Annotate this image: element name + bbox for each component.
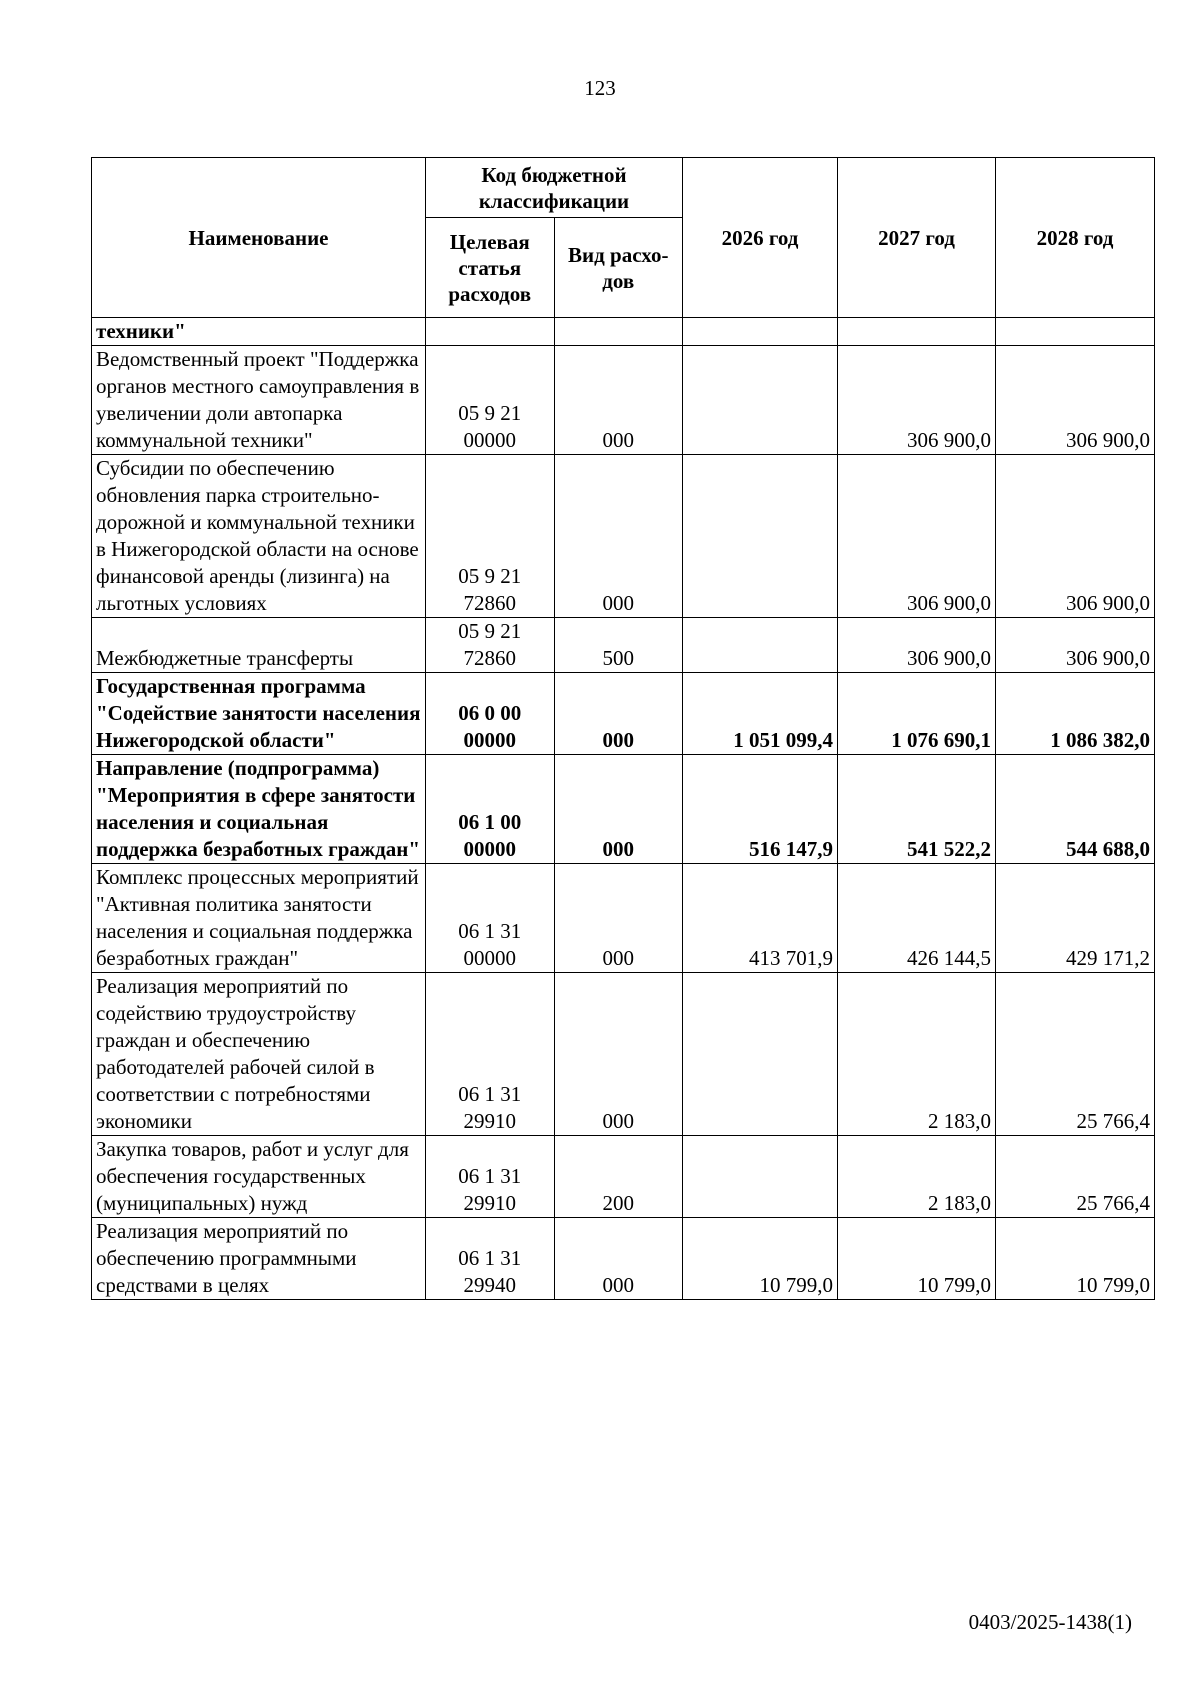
cell-target-article: 06 0 00 00000 <box>426 673 555 755</box>
header-2028: 2028 год <box>996 158 1155 318</box>
cell-name: Реализация мероприятий по обеспечению программными средствами в целях <box>92 1218 426 1300</box>
cell-2026 <box>683 318 838 346</box>
table-row <box>92 318 1155 346</box>
cell-2027: 2 183,0 <box>838 1136 996 1218</box>
cell-expense-type: 000 <box>554 455 683 618</box>
cell-expense-type: 000 <box>554 973 683 1136</box>
header-code-group: Код бюджетной классификации <box>426 158 683 218</box>
cell-2026 <box>683 618 838 673</box>
cell-2028: 429 171,2 <box>996 864 1155 973</box>
cell-2026: 10 799,0 <box>683 1218 838 1300</box>
table-row <box>92 455 1155 618</box>
table-row <box>92 973 1155 1136</box>
cell-2026 <box>683 1136 838 1218</box>
header-2027: 2027 год <box>838 158 996 318</box>
cell-2026 <box>683 346 838 455</box>
cell-2028: 544 688,0 <box>996 755 1155 864</box>
cell-expense-type: 000 <box>554 864 683 973</box>
cell-target-article: 05 9 21 72860 <box>426 618 555 673</box>
cell-2028: 25 766,4 <box>996 973 1155 1136</box>
cell-2028: 25 766,4 <box>996 1136 1155 1218</box>
cell-target-article: 06 1 31 29910 <box>426 1136 555 1218</box>
table-row <box>92 673 1155 755</box>
cell-2026 <box>683 973 838 1136</box>
cell-expense-type: 200 <box>554 1136 683 1218</box>
cell-2027: 306 900,0 <box>838 455 996 618</box>
document-code: 0403/2025-1438(1) <box>968 1610 1132 1634</box>
cell-2028: 1 086 382,0 <box>996 673 1155 755</box>
cell-2027: 306 900,0 <box>838 346 996 455</box>
budget-table <box>91 157 1155 1300</box>
cell-target-article: 06 1 00 00000 <box>426 755 555 864</box>
table-row <box>92 1218 1155 1300</box>
cell-expense-type: 000 <box>554 755 683 864</box>
table-row <box>92 1136 1155 1218</box>
table-row <box>92 864 1155 973</box>
cell-target-article: 05 9 21 00000 <box>426 346 555 455</box>
cell-2027: 2 183,0 <box>838 973 996 1136</box>
cell-name: техники" <box>92 318 426 346</box>
header-expense-type: Вид расхо-дов <box>554 218 683 318</box>
header-target-article: Целевая статья расходов <box>426 218 555 318</box>
table-row <box>92 618 1155 673</box>
cell-2027: 1 076 690,1 <box>838 673 996 755</box>
cell-name: Комплекс процессных мероприятий "Активная политика занятости населения и социальная поддержка безработных граждан" <box>92 864 426 973</box>
page-number: 123 <box>584 76 616 100</box>
cell-2028: 306 900,0 <box>996 455 1155 618</box>
cell-expense-type: 000 <box>554 673 683 755</box>
header-2026: 2026 год <box>683 158 838 318</box>
table-body <box>92 318 1155 1300</box>
cell-expense-type <box>554 318 683 346</box>
cell-2028: 306 900,0 <box>996 618 1155 673</box>
cell-target-article: 06 1 31 29910 <box>426 973 555 1136</box>
table-header <box>92 158 1155 318</box>
cell-2026: 1 051 099,4 <box>683 673 838 755</box>
cell-expense-type: 000 <box>554 346 683 455</box>
cell-target-article: 06 1 31 00000 <box>426 864 555 973</box>
cell-name: Реализация мероприятий по содействию трудоустройству граждан и обеспечению работодателей рабочей силой в соответствии с потребностями экономики <box>92 973 426 1136</box>
table-row <box>92 755 1155 864</box>
cell-2028: 10 799,0 <box>996 1218 1155 1300</box>
cell-name: Государственная программа "Содействие занятости населения Нижегородской области" <box>92 673 426 755</box>
cell-2027 <box>838 318 996 346</box>
cell-name: Межбюджетные трансферты <box>92 618 426 673</box>
cell-name: Закупка товаров, работ и услуг для обеспечения государственных (муниципальных) нужд <box>92 1136 426 1218</box>
cell-target-article <box>426 318 555 346</box>
cell-2028: 306 900,0 <box>996 346 1155 455</box>
table-row <box>92 346 1155 455</box>
cell-2027: 426 144,5 <box>838 864 996 973</box>
cell-2027: 541 522,2 <box>838 755 996 864</box>
cell-2026 <box>683 455 838 618</box>
cell-2026: 516 147,9 <box>683 755 838 864</box>
header-name: Наименование <box>92 158 426 318</box>
cell-2026: 413 701,9 <box>683 864 838 973</box>
cell-name: Направление (подпрограмма) "Мероприятия в сфере занятости населения и социальная поддержка безработных граждан" <box>92 755 426 864</box>
cell-name: Ведомственный проект "Поддержка органов местного самоуправления в увеличении доли автопарка коммунальной техники" <box>92 346 426 455</box>
cell-2028 <box>996 318 1155 346</box>
cell-name: Субсидии по обеспечению обновления парка строительно-дорожной и коммунальной техники в Нижегородской области на основе финансовой аренды (лизинга) на льготных условиях <box>92 455 426 618</box>
cell-target-article: 06 1 31 29940 <box>426 1218 555 1300</box>
cell-2027: 10 799,0 <box>838 1218 996 1300</box>
cell-target-article: 05 9 21 72860 <box>426 455 555 618</box>
cell-2027: 306 900,0 <box>838 618 996 673</box>
cell-expense-type: 000 <box>554 1218 683 1300</box>
cell-expense-type: 500 <box>554 618 683 673</box>
